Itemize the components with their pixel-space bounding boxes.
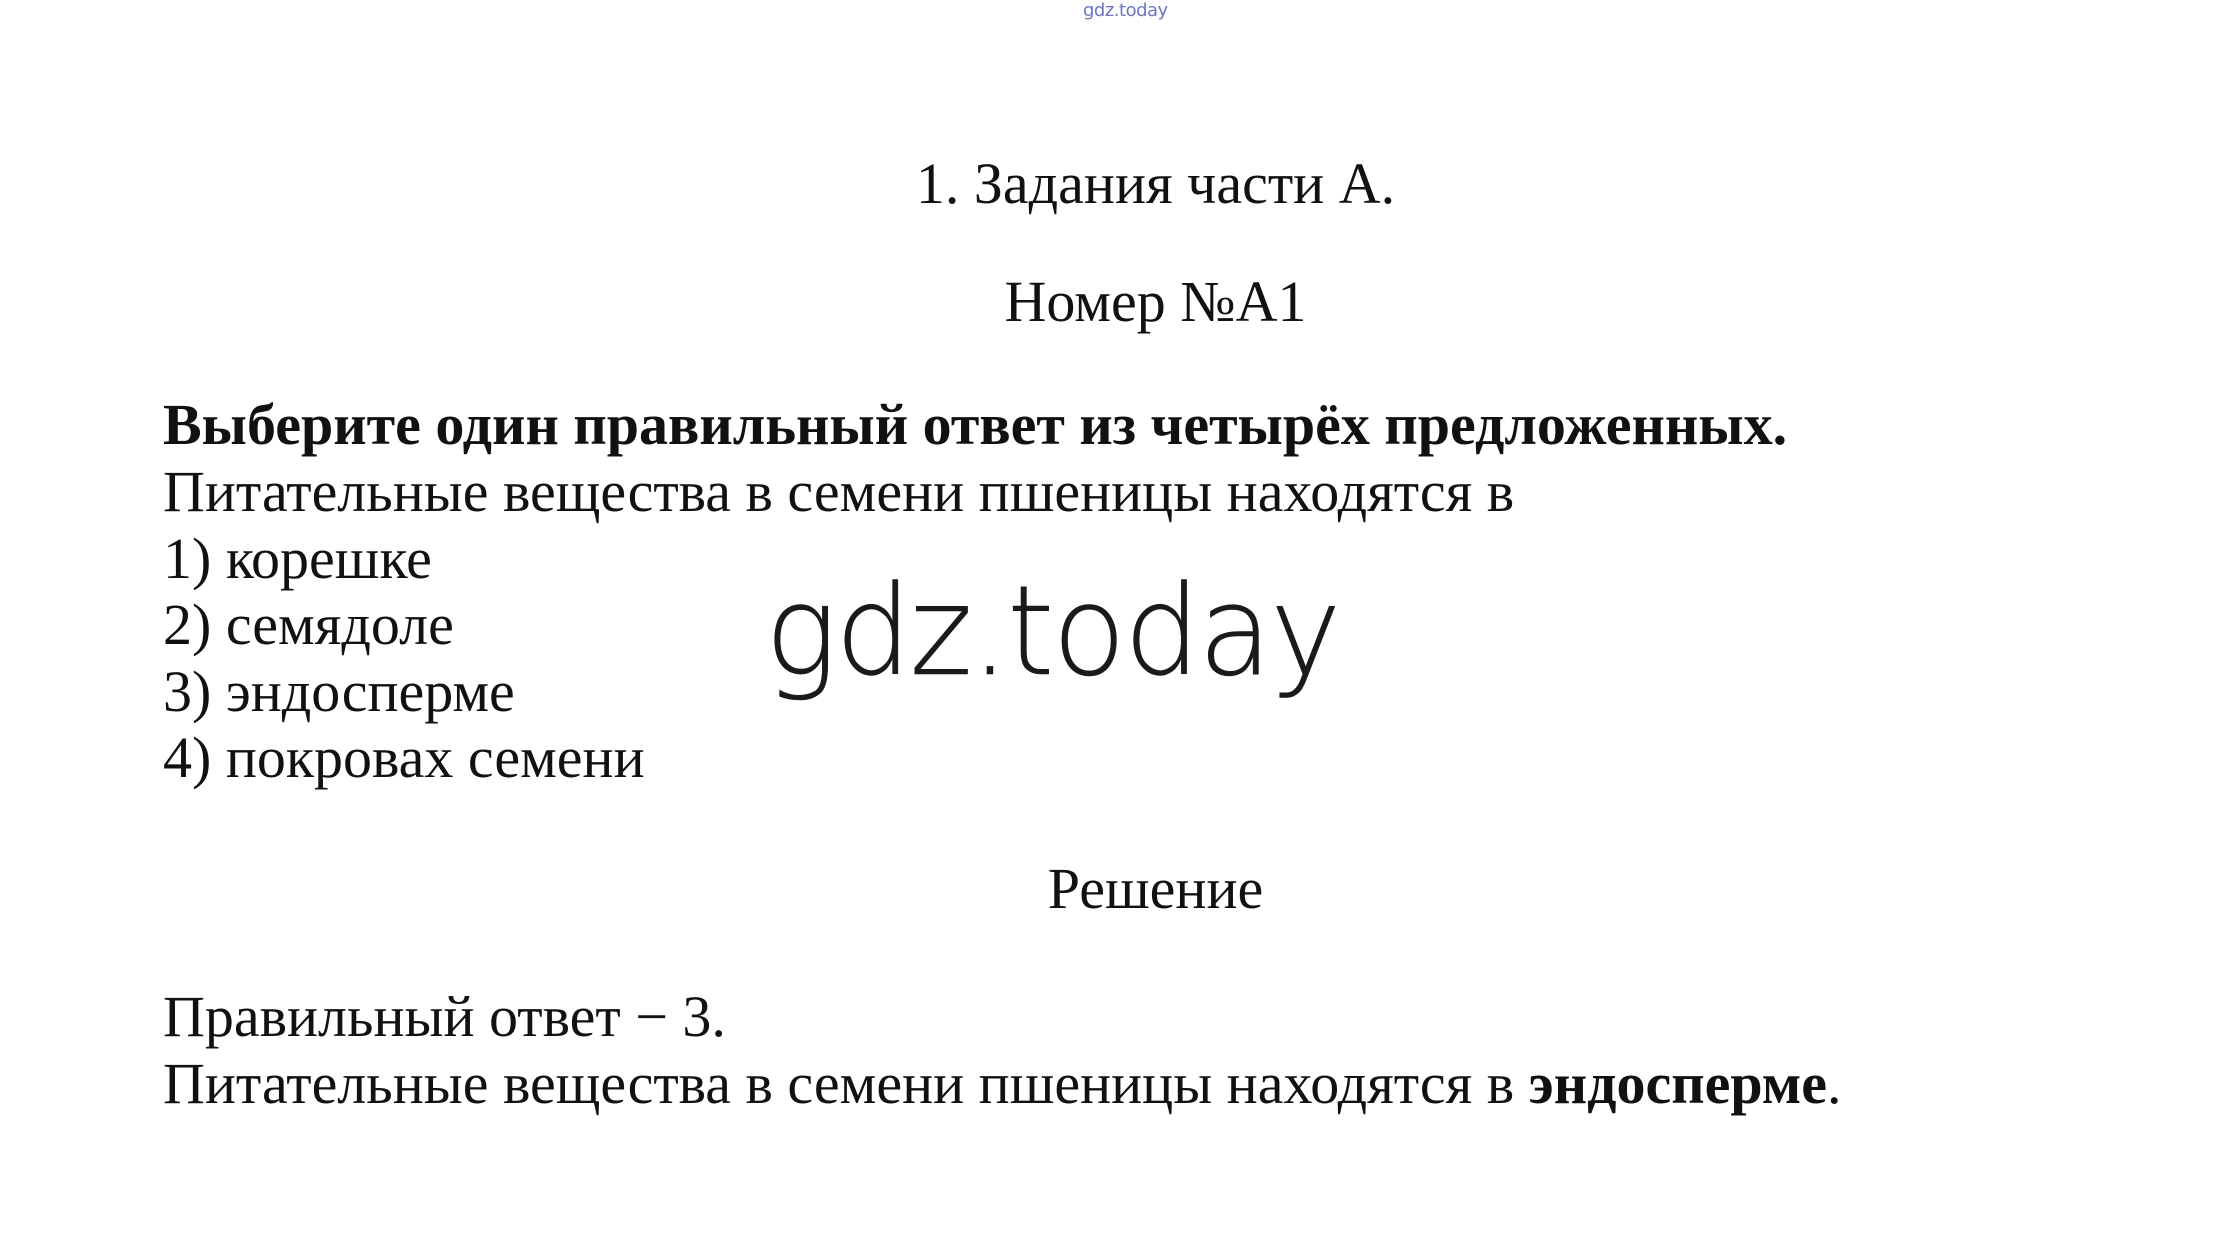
center-watermark-text: gdz.today — [765, 560, 1340, 704]
answer-option-3: 3) эндосперме — [163, 659, 515, 724]
problem-number: Номер №А1 — [1004, 269, 1307, 334]
instruction-text: Выберите один правильный ответ из четырёх предложенных. — [163, 392, 1788, 457]
question-text: Питательные вещества в семени пшеницы находятся в — [163, 459, 1515, 524]
correct-answer-text: Правильный ответ − 3. — [163, 984, 726, 1049]
section-title: 1. Задания части А. — [915, 151, 1396, 216]
explanation-text — [163, 1051, 1842, 1116]
solution-heading: Решение — [1047, 856, 1264, 921]
explanation-bold-term: эндосперме — [1528, 1051, 1827, 1116]
answer-option-2: 2) семядоле — [163, 592, 454, 657]
answer-option-4: 4) покровах семени — [163, 725, 645, 790]
explanation-suffix: . — [1827, 1051, 1842, 1116]
explanation-prefix: Питательные вещества в семени пшеницы находятся в — [163, 1051, 1529, 1116]
answer-option-1: 1) корешке — [163, 526, 432, 591]
top-watermark-text: gdz.today — [1083, 0, 1168, 21]
